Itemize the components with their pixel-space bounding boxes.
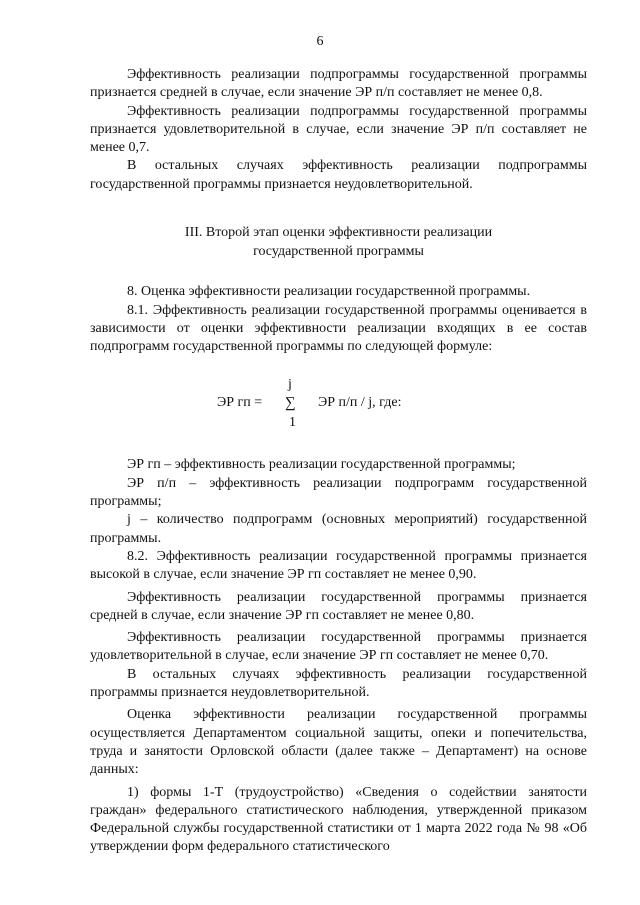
formula: [90, 376, 587, 434]
sum-sign: ∑: [285, 395, 296, 412]
paragraph: ЭР гп – эффективность реализации государственной программы;: [127, 457, 516, 473]
paragraph: Эффективность реализации государственной программы признается удовлетворительной в случае, если значение ЭР гп составляет не менее 0,70.: [90, 630, 587, 664]
paragraph: j – количество подпрограмм (основных мероприятий) государственной программы.: [90, 512, 587, 546]
paragraph: 8. Оценка эффективности реализации государственной программы.: [127, 284, 531, 300]
paragraph: 8.1. Эффективность реализации государственной программы оценивается в зависимости от оценки эффективности реализации входящих в ее состав подпрограмм государственной программы по следующей формуле:: [90, 302, 587, 355]
section-heading-line: III. Второй этап оценки эффективности реализации: [184, 225, 493, 241]
paragraph: В остальных случаях эффективность реализации государственной программы признается неудовлетворительной.: [90, 666, 587, 701]
paragraph: В остальных случаях эффективность реализации подпрограммы государственной программы признается неудовлетворительной.: [90, 158, 587, 192]
paragraph: Оценка эффективности реализации государственной программы осуществляется Департаментом социальной защиты, опеки и попечительства, труда и занятости Орловской области (далее также – Департамент) на основе данных:: [90, 707, 587, 778]
page-number: 6: [316, 34, 324, 49]
paragraph: Эффективность реализации государственной программы признается средней в случае, если значение ЭР гп составляет не менее 0,80.: [90, 589, 587, 623]
paragraph: Эффективность реализации подпрограммы государственной программы признается удовлетворительной в случае, если значение ЭР п/п составляет не менее 0,7.: [90, 103, 587, 156]
formula-right: ЭР п/п / j, где:: [318, 395, 402, 411]
paragraph: ЭР п/п – эффективность реализации подпрограмм государственной программы;: [90, 475, 587, 510]
paragraph: 1) формы 1-Т (трудоустройство) «Сведения о содействии занятости граждан» федерального статистического наблюдения, утвержденной приказом Федеральной службы государственной статистики от 1 марта 2022 года № 98 «Об утверждении форм федерального статистического: [90, 784, 587, 855]
section-heading-line: государственной программы: [253, 243, 424, 259]
formula-upper-limit: j: [288, 377, 292, 393]
paragraph: Эффективность реализации подпрограммы государственной программы признается средней в случае, если значение ЭР п/п составляет не менее 0,8.: [90, 67, 587, 101]
formula-lower-limit: 1: [289, 415, 296, 431]
document-body: [90, 66, 587, 857]
section-heading: [90, 224, 587, 261]
paragraph: 8.2. Эффективность реализации государственной программы признается высокой в случае, если значение ЭР гп составляет не менее 0,90.: [90, 548, 587, 583]
formula-left: ЭР гп =: [217, 395, 263, 411]
